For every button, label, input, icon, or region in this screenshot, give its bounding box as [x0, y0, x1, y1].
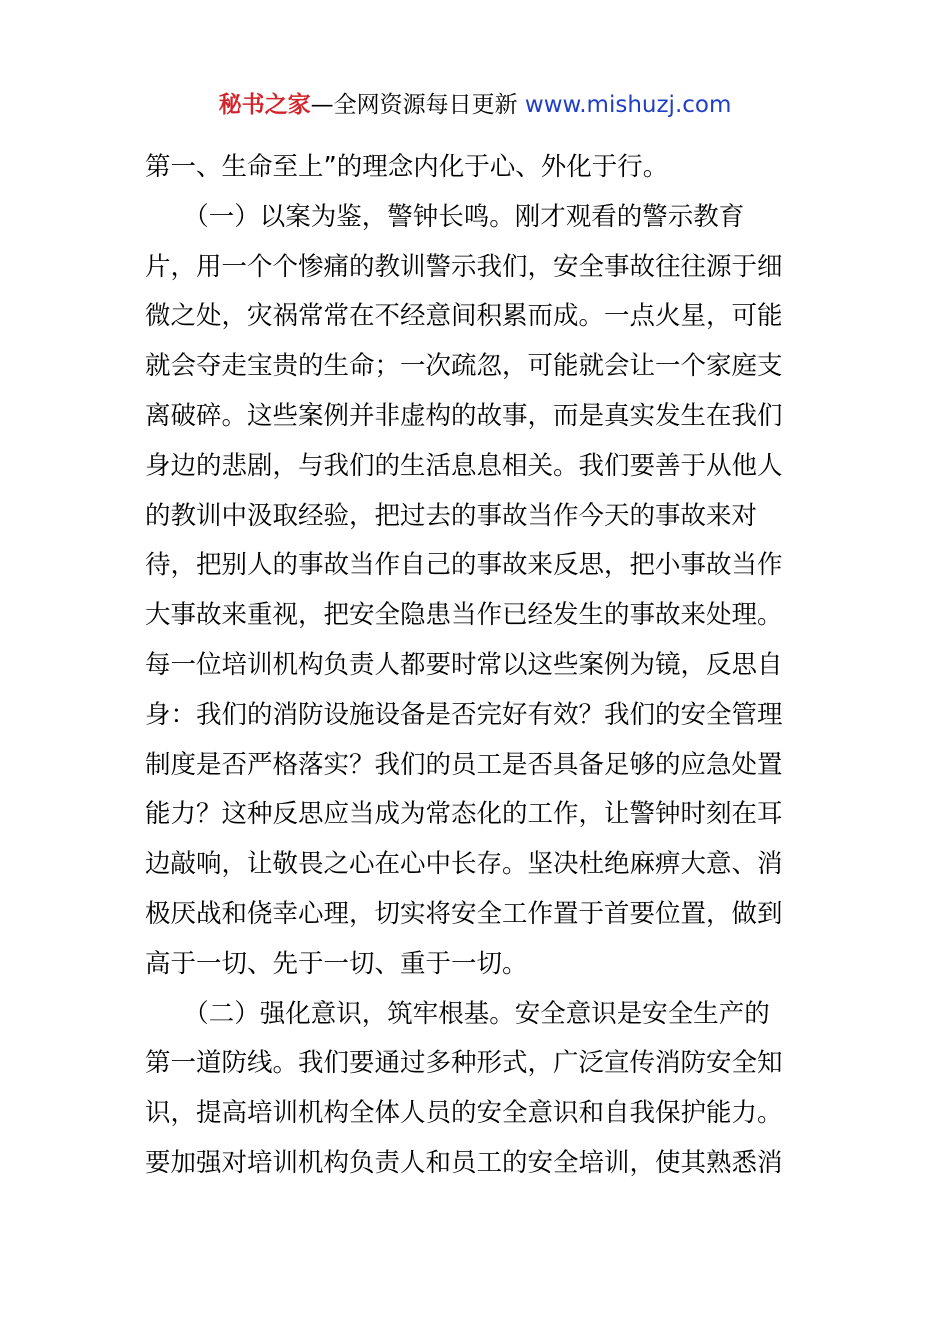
body-line: （一）以案为鉴，警钟长鸣。刚才观看的警示教育: [145, 201, 745, 232]
body-line: 片，用一个个惨痛的教训警示我们，安全事故往往源于细: [145, 251, 783, 282]
document-body: [145, 143, 807, 1189]
body-line: 极厌战和侥幸心理，切实将安全工作置于首要位置，做到: [145, 898, 783, 929]
body-line: 就会夺走宝贵的生命；一次疏忽，可能就会让一个家庭支: [145, 351, 783, 382]
body-line: （二）强化意识，筑牢根基。安全意识是安全生产的: [145, 998, 770, 1029]
body-line: 第一、生命至上”的理念内化于心、外化于行。: [145, 152, 669, 182]
body-line: 制度是否严格落实？我们的员工是否具备足够的应急处置: [145, 749, 783, 780]
body-line: 识，提高培训机构全体人员的安全意识和自我保护能力。: [145, 1098, 783, 1129]
body-line: 高于一切、先于一切、重于一切。: [145, 948, 528, 979]
body-line: 能力？这种反思应当成为常态化的工作，让警钟时刻在耳: [145, 799, 783, 830]
body-line: 身边的悲剧，与我们的生活息息相关。我们要善于从他人: [145, 450, 783, 481]
body-line: 第一道防线。我们要通过多种形式，广泛宣传消防安全知: [145, 1048, 783, 1079]
body-line: 身：我们的消防设施设备是否完好有效？我们的安全管理: [145, 699, 783, 730]
body-line: 待，把别人的事故当作自己的事故来反思，把小事故当作: [145, 550, 783, 581]
body-line: 大事故来重视，把安全隐患当作已经发生的事故来处理。: [145, 600, 783, 631]
body-line: 要加强对培训机构负责人和员工的安全培训，使其熟悉消: [145, 1147, 783, 1178]
body-line: 离破碎。这些案例并非虚构的故事，而是真实发生在我们: [145, 400, 783, 431]
body-line: 的教训中汲取经验，把过去的事故当作今天的事故来对: [145, 500, 758, 531]
body-line: 每一位培训机构负责人都要时常以这些案例为镜，反思自: [145, 649, 783, 680]
body-line: 边敲响，让敬畏之心在心中长存。坚决杜绝麻痹大意、消: [145, 849, 783, 880]
header-tagline: —全网资源每日更新: [310, 92, 518, 118]
site-url-link[interactable]: www.mishuzj.com: [524, 92, 732, 118]
brand-name: 秘书之家: [218, 92, 311, 118]
site-header: [0, 88, 950, 122]
body-line: 微之处，灾祸常常在不经意间积累而成。一点火星，可能: [145, 301, 783, 332]
